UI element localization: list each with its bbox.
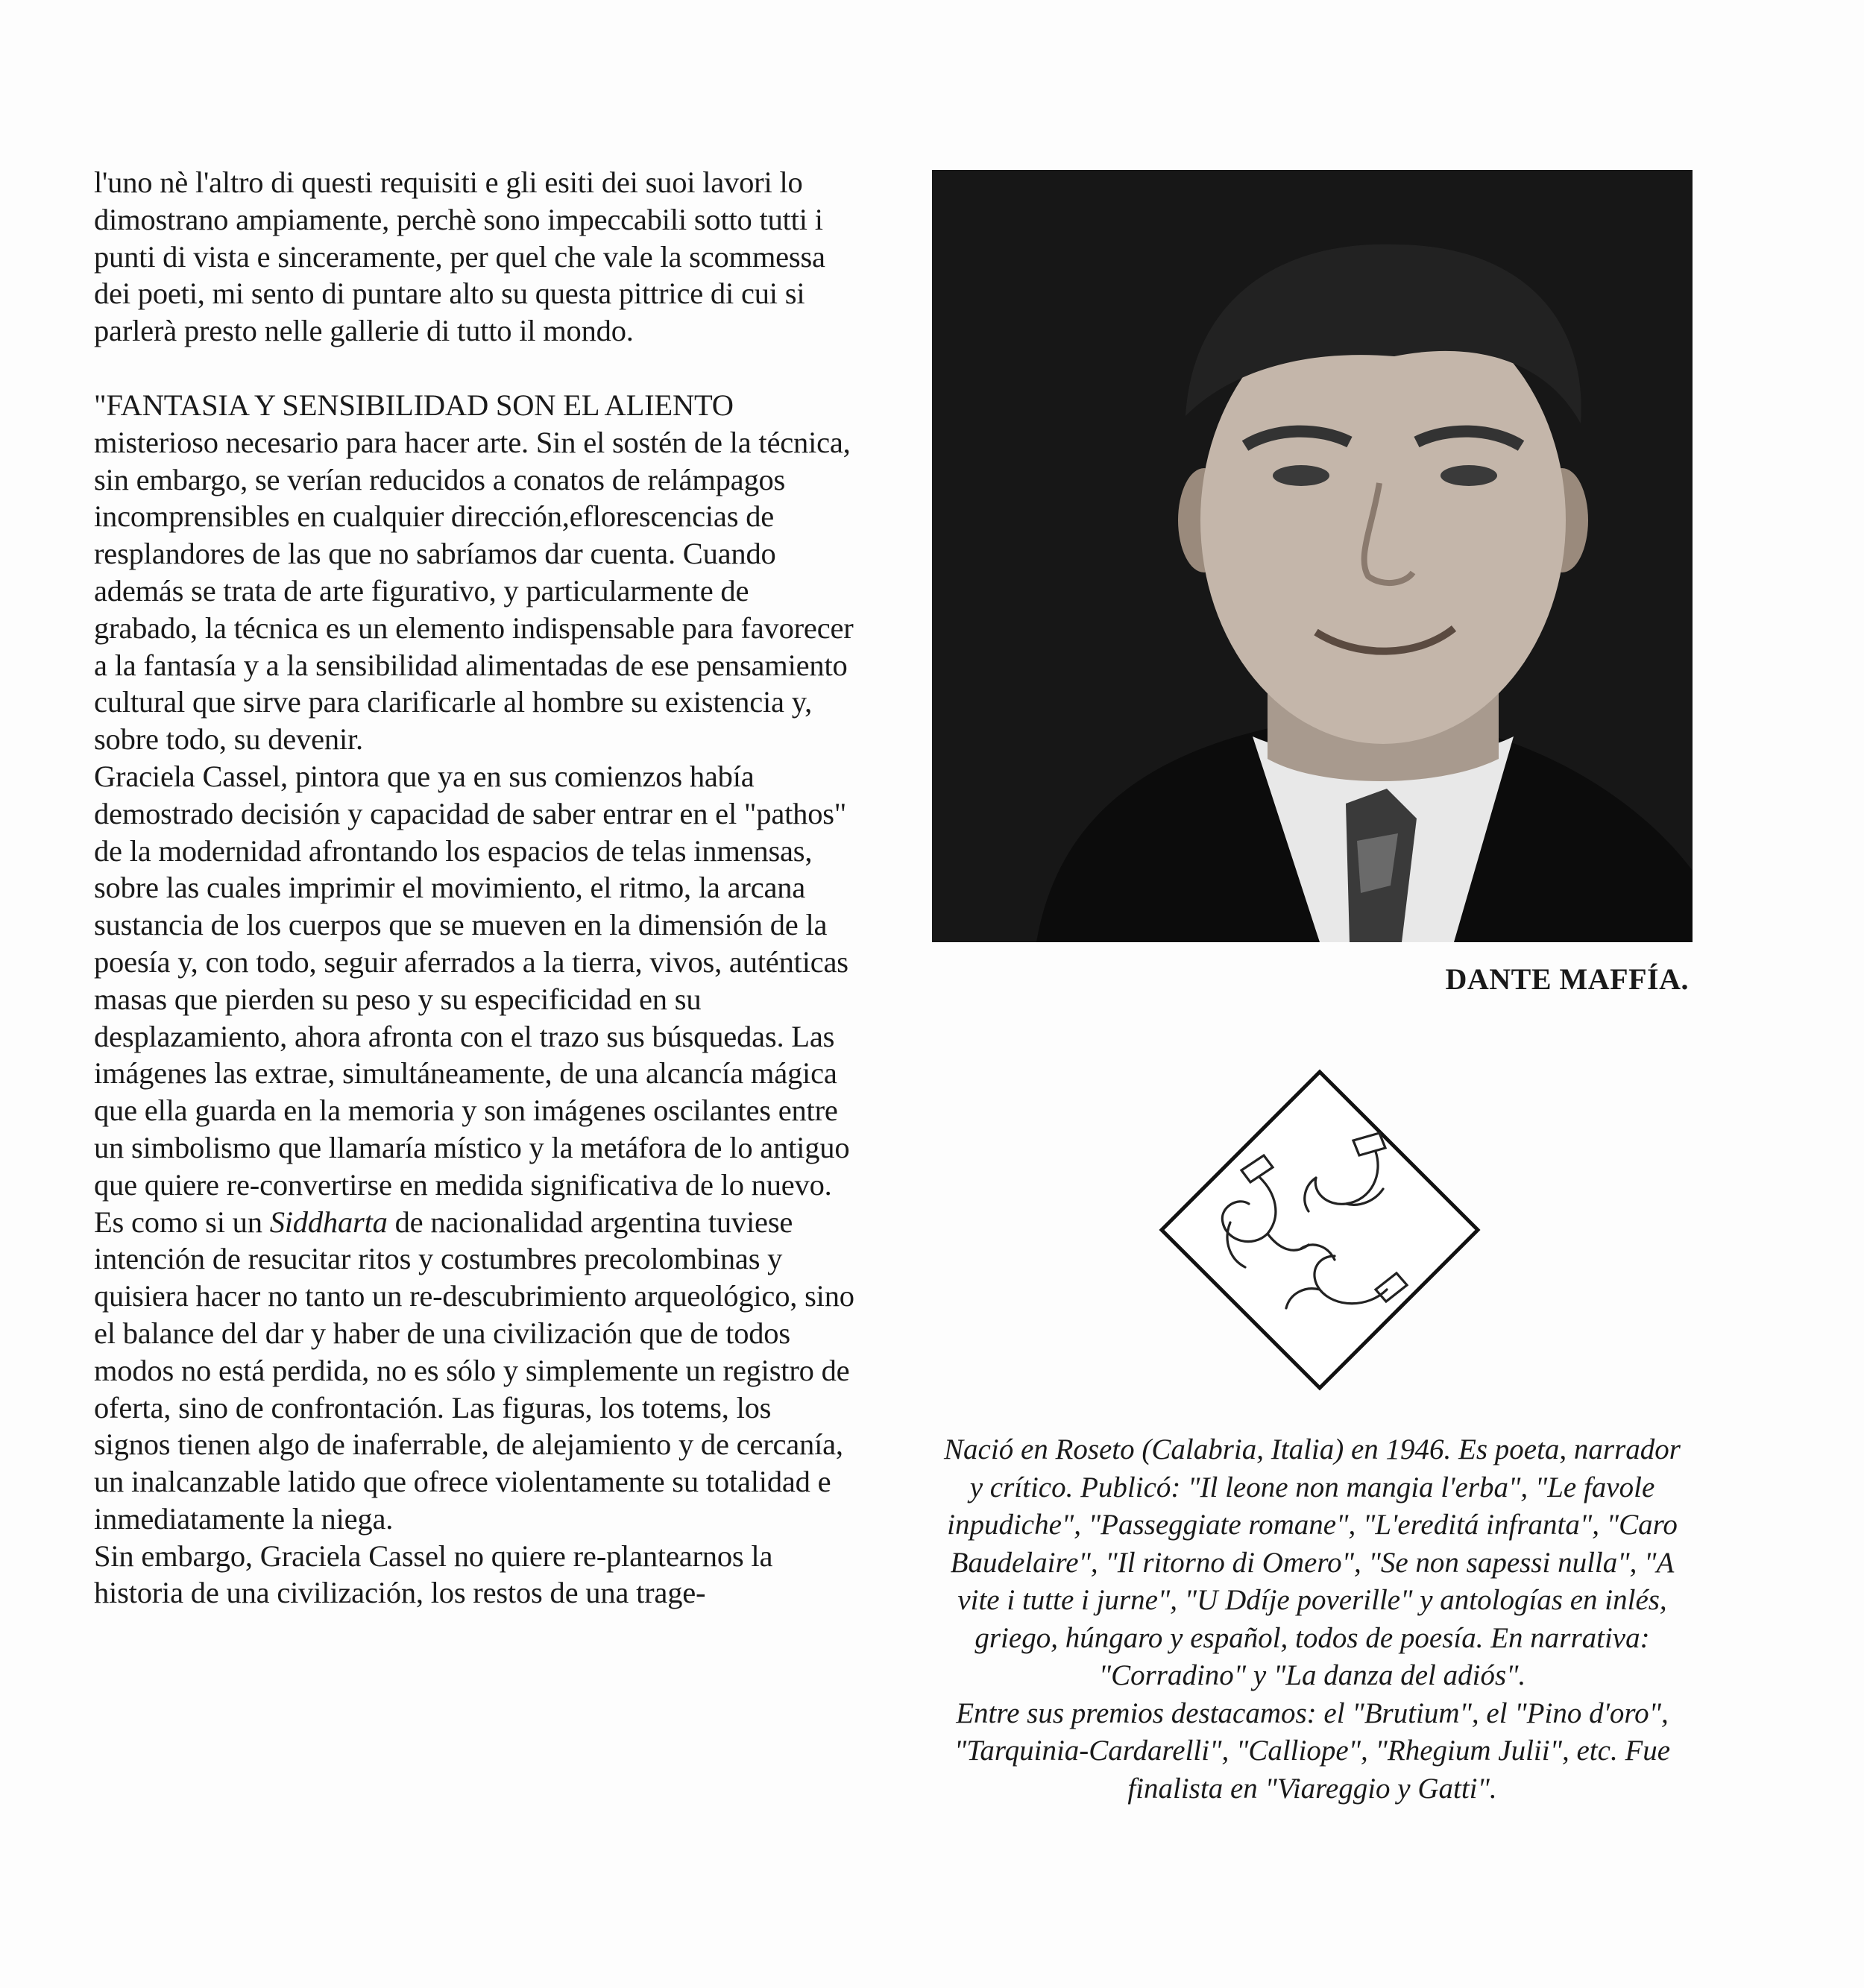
photo-caption: DANTE MAFFÍA.	[1445, 962, 1689, 996]
paragraph-italian: l'uno nè l'altro di questi requisiti e gli esiti dei suoi lavori lo dimostrano ampiamente, perchè sono impeccabili sotto tutti i punti di vista e sinceramente, per quel che vale la scommessa dei poeti, mi sento di puntare alto su questa pittrice di cui si parlerà presto nelle gallerie di tutto il mondo.	[94, 165, 825, 348]
paragraph-siddharta-rest: de nacionalidad argentina tuviese intención de resucitar ritos y costumbres precolombinas y quisiera hacer no tanto un re-descubrimiento arqueológico, sino el balance del dar y haber de una civilización que de todos modos no está perdida, no es sólo y simplemente un registro de oferta, sino de confrontación. Las figuras, los totems, los signos tienen algo de inaferrable, de alejamiento y de cercanía, un inalcanzable latido que ofrece violentamente su totalidad e inmediatamente la niega.	[94, 1205, 854, 1536]
portrait-drawing	[932, 170, 1693, 942]
emblem-logo	[1156, 1066, 1484, 1394]
article-body	[94, 164, 854, 1612]
paragraph-siddharta-start: Es como si un	[94, 1205, 270, 1239]
siddharta-title: Siddharta	[269, 1205, 388, 1239]
paragraph-ending: Sin embargo, Graciela Cassel no quiere re-plantearnos la historia de una civilización, los restos de una trage-	[94, 1539, 773, 1610]
diamond-figures-icon	[1156, 1066, 1484, 1394]
author-bio	[936, 1431, 1689, 1808]
paragraph-cassel: Graciela Cassel, pintora que ya en sus comienzos había demostrado decisión y capacidad de saber entrar en el "pathos" de la modernidad afrontando los espacios de telas inmensas, sobre las cuales imprimir el movimiento, el ritmo, la arcana sustancia de los cuerpos que se mueven en la dimensión de la poesía y, con todo, seguir aferrados a la tierra, vivos, auténticas masas que pierden su peso y su especificidad en su desplazamiento, ahora afronta con el trazo sus búsquedas. Las imágenes las extrae, simultáneamente, de una alcancía mágica que ella guarda en la memoria y son imágenes oscilantes entre un simbolismo que llamaría místico y la metáfora de lo antiguo que quiere re-convertirse en medida significativa de lo nuevo.	[94, 759, 850, 1202]
bio-publications: Nació en Roseto (Calabria, Italia) en 1946. Es poeta, narrador y crítico. Publicó: "Il leone non mangia l'erba", "Le favole inpudiche", "Passeggiate romane", "L'ereditá infranta", "Caro Baudelaire", "Il ritorno di Omero", "Se non sapessi nulla", "A vite i tutte i jurne", "U Ddíje poverille" y antologías en inlés, griego, húngaro y español, todos de poesía. En narrativa: "Corradino" y "La danza del adiós".	[944, 1433, 1681, 1691]
paragraph-siddharta	[94, 1204, 854, 1538]
bio-awards: Entre sus premios destacamos: el "Brutium", el "Pino d'oro", "Tarquinia-Cardarelli", "Calliope", "Rhegium Julii", etc. Fue finalista en "Viareggio y Gatti".	[954, 1697, 1671, 1805]
paragraph-intro: "FANTASIA Y SENSIBILIDAD SON EL ALIENTO misterioso necesario para hacer arte. Sin el sostén de la técnica, sin embargo, se verían reducidos a conatos de relámpagos incomprensibles en cualquier dirección,eflorescencias de resplandores de las que no sabríamos dar cuenta. Cuando además se trata de arte figurativo, y particularmente de grabado, la técnica es un elemento indispensable para favorecer a la fantasía y a la sensibilidad alimentadas de ese pensamiento cultural que sirve para clarificarle al hombre su existencia y, sobre todo, su devenir.	[94, 388, 854, 757]
portrait-photo	[932, 170, 1693, 942]
